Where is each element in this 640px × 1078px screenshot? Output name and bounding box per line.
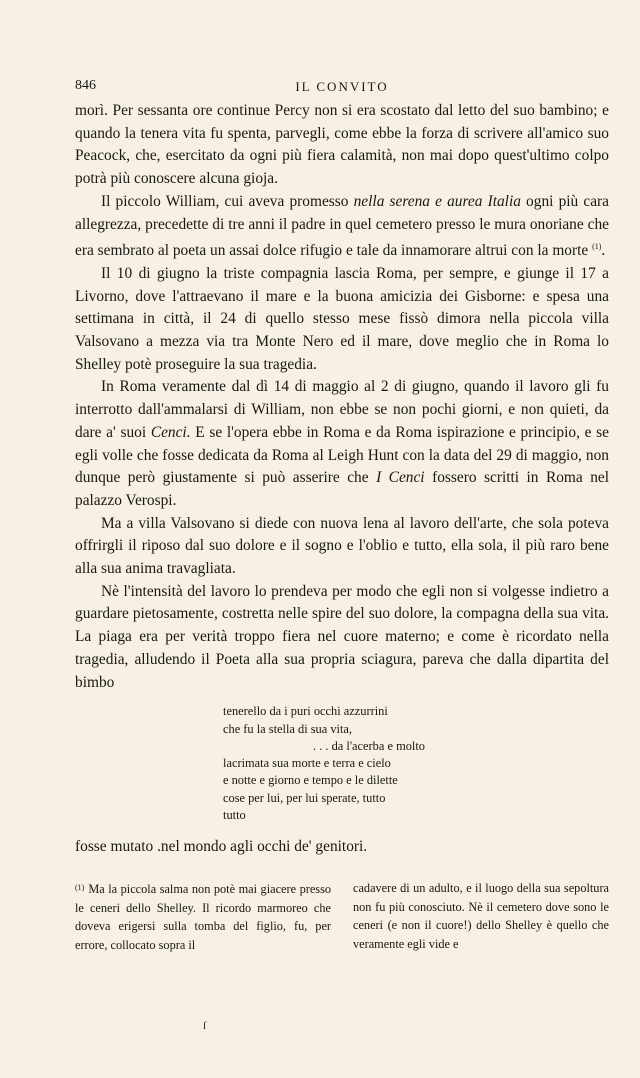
book-page: [75, 78, 609, 954]
paragraph: [75, 513, 609, 581]
paragraph: [75, 263, 609, 377]
italic-text: Cenci.: [150, 423, 191, 441]
text-run: morì. Per sessanta ore continue Percy non si era scostato dal letto del suo bambino; e quando la tenera vita fu spenta, parvegli, come ebbe la forza di scrivere all'amico suo Peacock, che, esercitato da ogni più fiera calamità, non mai dopo quest'ultimo colpo potrà più conoscere alcuna gioja.: [75, 102, 609, 188]
verse-line: tutto: [223, 808, 246, 823]
verse-line: cose per lui, per lui sperate, tutto: [223, 790, 386, 805]
text-run: ogni più cara allegrezza, precedette di tre anni il padre in quel cemetero presso le mura onoriane che era sembrato al poeta un assai dolce rifugio e tale da innamorare altrui con la morte: [75, 192, 609, 260]
text-run: .: [601, 242, 606, 260]
verse-quotation: [223, 703, 609, 824]
footnote: [75, 879, 609, 954]
body-text: [75, 100, 609, 694]
paragraph: [75, 100, 609, 191]
footnote-mark: (1): [75, 883, 85, 893]
text-run: Il 10 di giugno la triste compagnia lascia Roma, per sempre, e giunge il 17 a Livorno, dove l'attraevano il mare e la buona amicizia dei Gisborne: e spesa una settimana in città, il 24 di quello stesso mese fissò dimora nella piccola villa Valsovano a mezza via tra Monte Nero ed il mare, dove meglio che in Roma lo Shelley potè proseguire la sua tragedia.: [75, 264, 609, 373]
footnote-column-right: [353, 879, 609, 954]
footnote-text-left: Ma la piccola salma non potè mai giacere presso le ceneri dello Shelley. Il ricordo marmoreo che doveva erigersi sulla tomba del figlio, fu, per errore, collocato sopra il: [75, 882, 331, 952]
footnote-text-right: cadavere di un adulto, e il luogo della sua sepoltura non fu più conosciuto. Nè il cemetero dove sono le ceneri (e non il cuore!) dello Shelley è quello che veramente egli vide e: [353, 881, 609, 951]
verse-line: che fu la stella di sua vita,: [223, 721, 353, 736]
verse-line: lacrimata sua morte e terra e cielo: [223, 756, 391, 771]
text-run: Nè l'intensità del lavoro lo prendeva per modo che egli non si volgesse indietro a guardare pietosamente, costretta nelle spire del suo dolore, la compagna della sua vita. La piaga era per verità troppo fiera nel cuore materno; e come è ricordato nella tragedia, alludendo il Poeta alla sua propria sciagura, pareva che dalla dipartita del bimbo: [75, 582, 609, 691]
footnote-reference: (1): [592, 242, 602, 252]
running-title: IL CONVITO: [295, 79, 389, 94]
text-run: Ma a villa Valsovano si diede con nuova lena al lavoro dell'arte, che sola poteva offrirgli il riposo dal suo dolore e il sogno e l'oblio e tutto, ella sola, il più raro bene alla sua anima travagliata.: [75, 514, 609, 578]
verse-line: . . . da l'acerba e molto: [313, 738, 425, 753]
stray-ink-mark: ſ: [203, 1020, 207, 1032]
text-run: Il piccolo William, cui aveva promesso: [101, 192, 354, 210]
footnote-column-left: [75, 879, 331, 954]
paragraph: [75, 191, 609, 263]
text-run: E se l'opera ebbe in Roma e da Roma ispirazione e principio, e se egli volle che fosse dedicata da Roma al Leigh Hunt con la data del 29 di maggio, non dunque però giustamente si può asserire che: [75, 423, 609, 487]
text-run: In Roma veramente dal dì 14 di maggio al 2 di giugno, quando il lavoro gli fu interrotto dall'ammalarsi di William, non ebbe se non pochi giorni, e non quieti, da dare a' suoi: [75, 378, 609, 441]
verse-line: e notte e giorno e tempo e le dilette: [223, 773, 398, 788]
paragraph-continuation: fosse mutato .nel mondo agli occhi de' genitori.: [75, 838, 368, 856]
text-run: fossero scritti in Roma nel palazzo Verospi.: [75, 469, 610, 509]
paragraph: [75, 376, 609, 512]
italic-text: nella serena e aurea Italia: [353, 192, 521, 210]
paragraph: [75, 581, 609, 695]
page-header: [75, 78, 609, 100]
verse-line: tenerello da i puri occhi azzurrini: [223, 704, 388, 719]
italic-text: I Cenci: [376, 469, 425, 487]
page-number: 846: [75, 78, 96, 93]
